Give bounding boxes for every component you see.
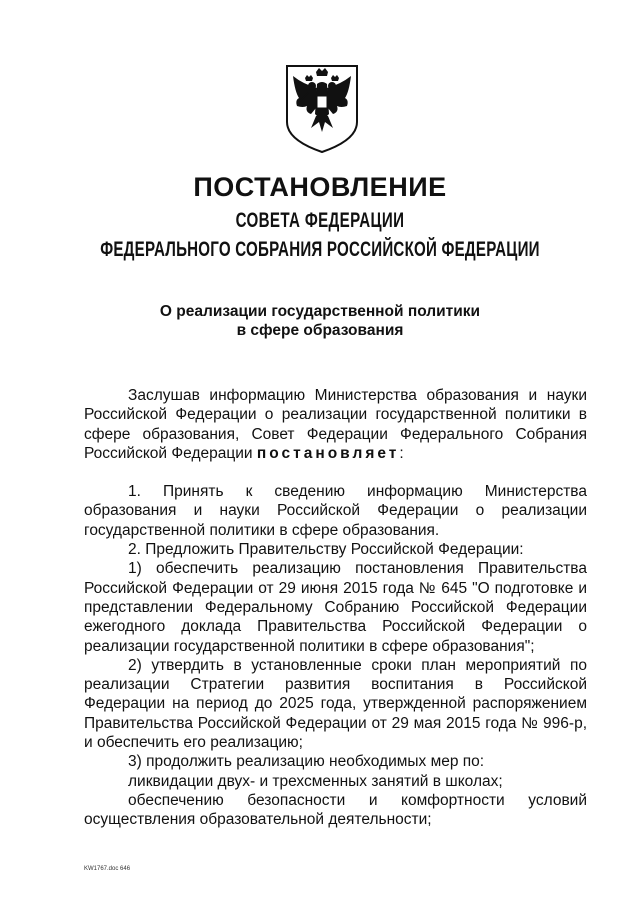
issuer-line-1: СОВЕТА ФЕДЕРАЦИИ [235,209,405,232]
subject-line-1: О реализации государственной политики [159,303,481,320]
paragraph-2-item-3: 3) продолжить реализацию необходимых мер по: [128,753,485,771]
intro-text: Заслушав информацию Министерства образования и науки Российской Федерации о реализации государственной политики в сфере образования, Совет Федерации Федерального Собрания Российской Федерации [84,387,587,462]
document-title: ПОСТАНОВЛЕНИЕ [193,172,447,202]
paragraph-2-item-3b: обеспечению безопасности и комфортности условий осуществления образовательной деятельности; [84,791,587,829]
russian-coat-of-arms-icon [283,62,361,154]
issuer-line-2: ФЕДЕРАЛЬНОГО СОБРАНИЯ РОССИЙСКОЙ ФЕДЕРАЦИИ [100,238,540,261]
document-code: KW1767.doc 646 [84,866,131,872]
spacer [84,463,587,482]
paragraph-1: 1. Принять к сведению информацию Министерства образования и науки Российской Федерации о реализации государственной политики в сфере образования. [84,483,587,539]
paragraph-2-item-3a: ликвидации двух- и трехсменных занятий в школах; [128,772,503,790]
document-body [84,386,587,830]
document-subject [0,302,640,340]
paragraph-2-item-2: 2) утвердить в установленные сроки план мероприятий по реализации Стратегии развития воспитания в Российской Федерации на период до 2025 года, утвержденной распоряжением Правительства Российской Федерации от 29 мая 2015 года № 996-р, и обеспечить его реализацию; [84,656,587,752]
intro-verb: постановляет [256,444,400,462]
subject-line-2: в сфере образования [236,322,404,339]
paragraph-2-item-1: 1) обеспечить реализацию постановления Правительства Российской Федерации от 29 июня 2015 года № 645 "О подготовке и представлении Федеральному Собранию Российской Федерации ежегодного доклада Правительства Российской Федерации о реализации государственной политики в сфере образования"; [84,560,587,655]
intro-colon: : [399,444,404,462]
intro-paragraph [84,386,587,463]
paragraph-2: 2. Предложить Правительству Российской Федерации: [128,541,524,559]
